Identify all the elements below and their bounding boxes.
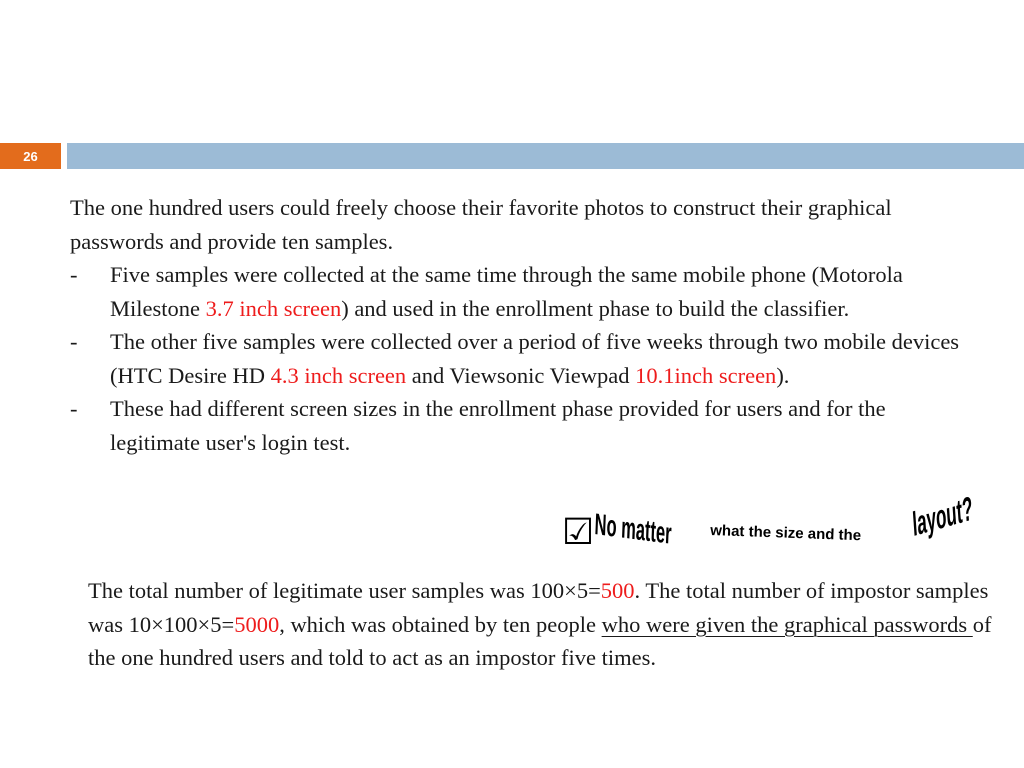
main-text-block — [70, 191, 970, 459]
bullet-1-text-a: Five samples were collected at the same time through the same mobile phone (Motorola Milestone — [110, 262, 903, 321]
bullet-marker: - — [70, 329, 78, 354]
screen-size-highlight: 3.7 inch screen — [205, 295, 342, 321]
bullet-2-text-a: The other five samples were collected over a period of five weeks through two mobile devices (HTC Desire HD — [110, 329, 960, 388]
wordart-question — [594, 489, 1024, 556]
bullet-marker: - — [70, 262, 78, 287]
wordart-big-text-end: layout? — [911, 489, 974, 545]
bullet-item-2 — [70, 325, 970, 392]
bullet-item-3 — [70, 392, 970, 459]
bullet-item-1 — [70, 258, 970, 325]
header-bar — [67, 143, 1024, 169]
screen-size-highlight: 10.1inch screen — [635, 362, 777, 388]
slide-header-band — [0, 143, 1024, 169]
totals-paragraph — [88, 574, 998, 675]
totals-text-c: , which was obtained by ten people — [279, 611, 602, 637]
totals-text-d: of the one hundred users and told to act as an impostor five times. — [88, 611, 992, 670]
bullet-1-text-b: ) and used in the enrollment phase to build the classifier. — [341, 295, 850, 321]
wordart-small-text: what the size and the — [710, 522, 862, 545]
intro-paragraph: The one hundred users could freely choose their favorite photos to construct their graphical passwords and provide ten samples. — [70, 195, 892, 254]
bullet-marker: - — [70, 396, 78, 421]
wordart-big-text: No matter — [594, 508, 673, 551]
checkbox-checked-icon: ☑ — [562, 512, 595, 553]
bullet-2-text-c: ). — [776, 362, 790, 388]
wordart-callout — [562, 489, 1024, 556]
legit-total-value: 500 — [600, 578, 635, 603]
bullet-3-text: These had different screen sizes in the enrollment phase provided for users and for the legitimate user's login test. — [110, 396, 886, 455]
bullet-2-text-b: and Viewsonic Viewpad — [406, 362, 636, 388]
screen-size-highlight: 4.3 inch screen — [270, 362, 407, 388]
impostor-total-value: 5000 — [234, 611, 280, 637]
totals-text-b: . The total number of impostor samples was 10×100×5= — [88, 578, 989, 637]
underlined-phrase: who were given the graphical passwords — [601, 611, 973, 637]
slide-number: 26 — [0, 143, 61, 169]
totals-text-a: The total number of legitimate user samples was 100×5= — [88, 578, 601, 603]
totals-text — [88, 574, 998, 675]
